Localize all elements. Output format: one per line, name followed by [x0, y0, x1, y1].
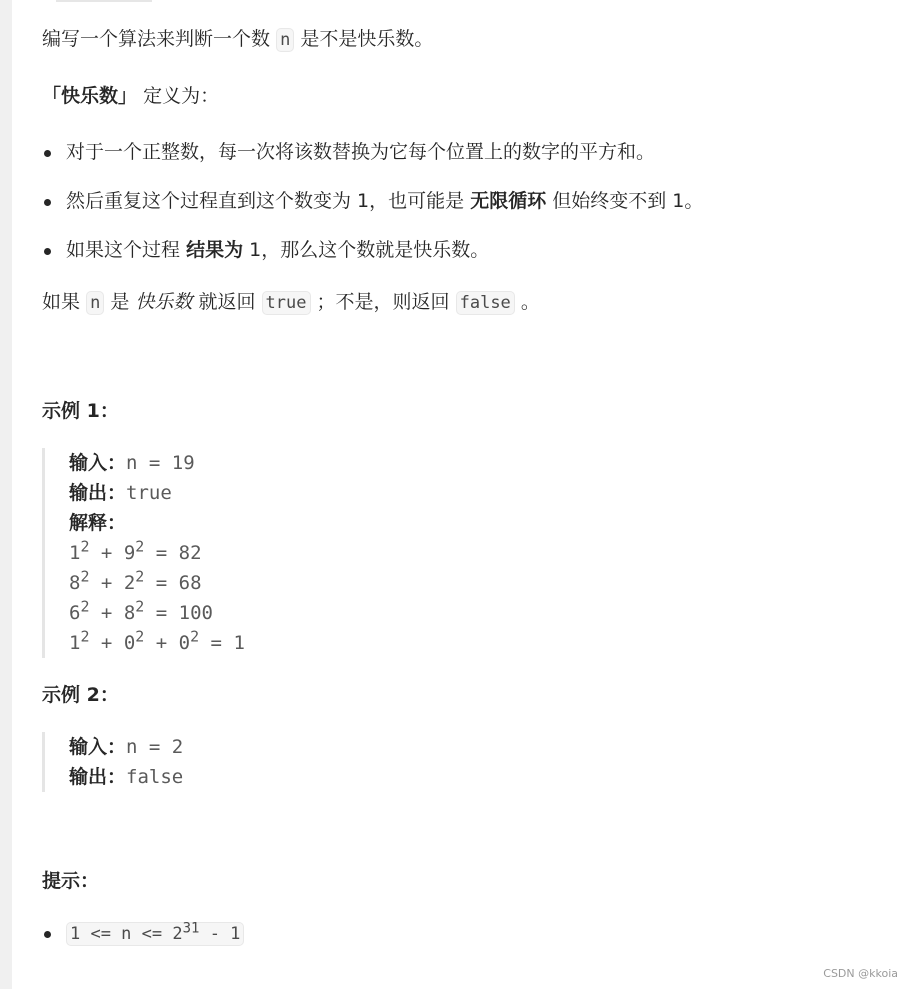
- explain-label: 解释：: [69, 512, 127, 534]
- return-paragraph: [42, 287, 892, 318]
- left-rail: [0, 0, 12, 989]
- definition-paragraph: [42, 81, 892, 111]
- intro-text-end: 是不是快乐数。: [300, 28, 434, 50]
- explain-step: $6^2 + 8^2 = 100$: [69, 597, 213, 624]
- step-result: 100: [178, 602, 213, 624]
- rule-text: 1，那么这个数就是快乐数。: [249, 239, 490, 261]
- return-text: 是: [110, 291, 130, 313]
- list-item: [42, 918, 892, 949]
- output-value: false: [126, 766, 184, 788]
- step-result: 82: [178, 542, 202, 564]
- inline-code-n: n: [86, 291, 104, 315]
- constraint-right: - 1: [199, 924, 241, 944]
- rule-text: 但始终变不到 1。: [552, 190, 704, 212]
- return-text: 。: [520, 291, 540, 313]
- exponent: 2: [135, 597, 145, 616]
- inline-code-false: false: [456, 291, 515, 315]
- definition-suffix: 定义为：: [143, 85, 220, 107]
- digit: 2: [123, 572, 136, 594]
- digit: 1: [69, 632, 81, 654]
- intro-paragraph: [42, 24, 892, 55]
- return-text: 就返回: [198, 291, 256, 313]
- list-item: [42, 235, 892, 265]
- example-1-output: [69, 478, 892, 508]
- return-text: ；不是，则返回: [316, 291, 450, 313]
- explain-step: $1^2 + 0^2 + 0^2 = 1$: [69, 627, 245, 654]
- inline-code-n: n: [276, 28, 294, 52]
- rule-text: 对于一个正整数，每一次将该数替换为它每个位置上的数字的平方和。: [66, 141, 656, 163]
- example-1-heading: 示例 1：: [42, 400, 119, 422]
- example-2-input: [69, 732, 892, 762]
- output-label: 输出：: [69, 766, 127, 788]
- hints-heading: 提示：: [42, 870, 100, 892]
- step-result: 68: [178, 572, 202, 594]
- problem-description: [42, 24, 892, 971]
- constraint-exponent: 31: [182, 920, 200, 937]
- exponent: 2: [135, 627, 145, 646]
- digit: 8: [69, 572, 81, 594]
- italic-term: 快乐数: [135, 291, 193, 313]
- spacer: [42, 344, 892, 396]
- list-item: [42, 186, 892, 216]
- output-value: true: [126, 482, 172, 504]
- digit: 8: [123, 602, 136, 624]
- rule-text: 然后重复这个过程直到这个数变为 1，也可能是: [66, 190, 465, 212]
- exponent: 2: [135, 567, 145, 586]
- top-tab-edge: [56, 0, 152, 2]
- exponent: 2: [80, 537, 90, 556]
- example-1-explain: [69, 508, 892, 538]
- inline-code-true: true: [262, 291, 311, 315]
- example-2-output: [69, 762, 892, 792]
- example-1-block: [42, 448, 892, 658]
- digit: 1: [69, 542, 81, 564]
- input-value: n = 2: [126, 736, 184, 758]
- hints-list: [42, 918, 892, 949]
- definition-term: 「快乐数」: [42, 85, 138, 107]
- exponent: 2: [80, 567, 90, 586]
- digit: 0: [123, 632, 136, 654]
- spacer: [42, 814, 892, 866]
- exponent: 2: [135, 537, 145, 556]
- output-label: 输出：: [69, 482, 127, 504]
- step-result: 1: [233, 632, 245, 654]
- input-value: n = 19: [126, 452, 195, 474]
- example-2-block: [42, 732, 892, 792]
- explain-step: $8^2 + 2^2 = 68$: [69, 567, 202, 594]
- rule-bold: 无限循环: [470, 190, 547, 212]
- constraint-code: [66, 922, 244, 946]
- rules-list: [42, 137, 892, 265]
- exponent: 2: [80, 627, 90, 646]
- return-text: 如果: [42, 291, 81, 313]
- explain-step: $1^2 + 9^2 = 82$: [69, 537, 202, 564]
- constraint-left: 1 <= n <= 2: [70, 924, 183, 944]
- exponent: 2: [190, 627, 200, 646]
- input-label: 输入：: [69, 452, 127, 474]
- rule-text: 如果这个过程: [66, 239, 181, 261]
- digit: 6: [69, 602, 81, 624]
- intro-text: 编写一个算法来判断一个数: [42, 28, 271, 50]
- example-1-input: [69, 448, 892, 478]
- digit: 9: [123, 542, 136, 564]
- exponent: 2: [80, 597, 90, 616]
- list-item: [42, 137, 892, 167]
- digit: 0: [178, 632, 191, 654]
- rule-bold: 结果为: [186, 239, 244, 261]
- input-label: 输入：: [69, 736, 127, 758]
- watermark: CSDN @kkoia: [823, 967, 898, 980]
- example-2-heading: 示例 2：: [42, 684, 119, 706]
